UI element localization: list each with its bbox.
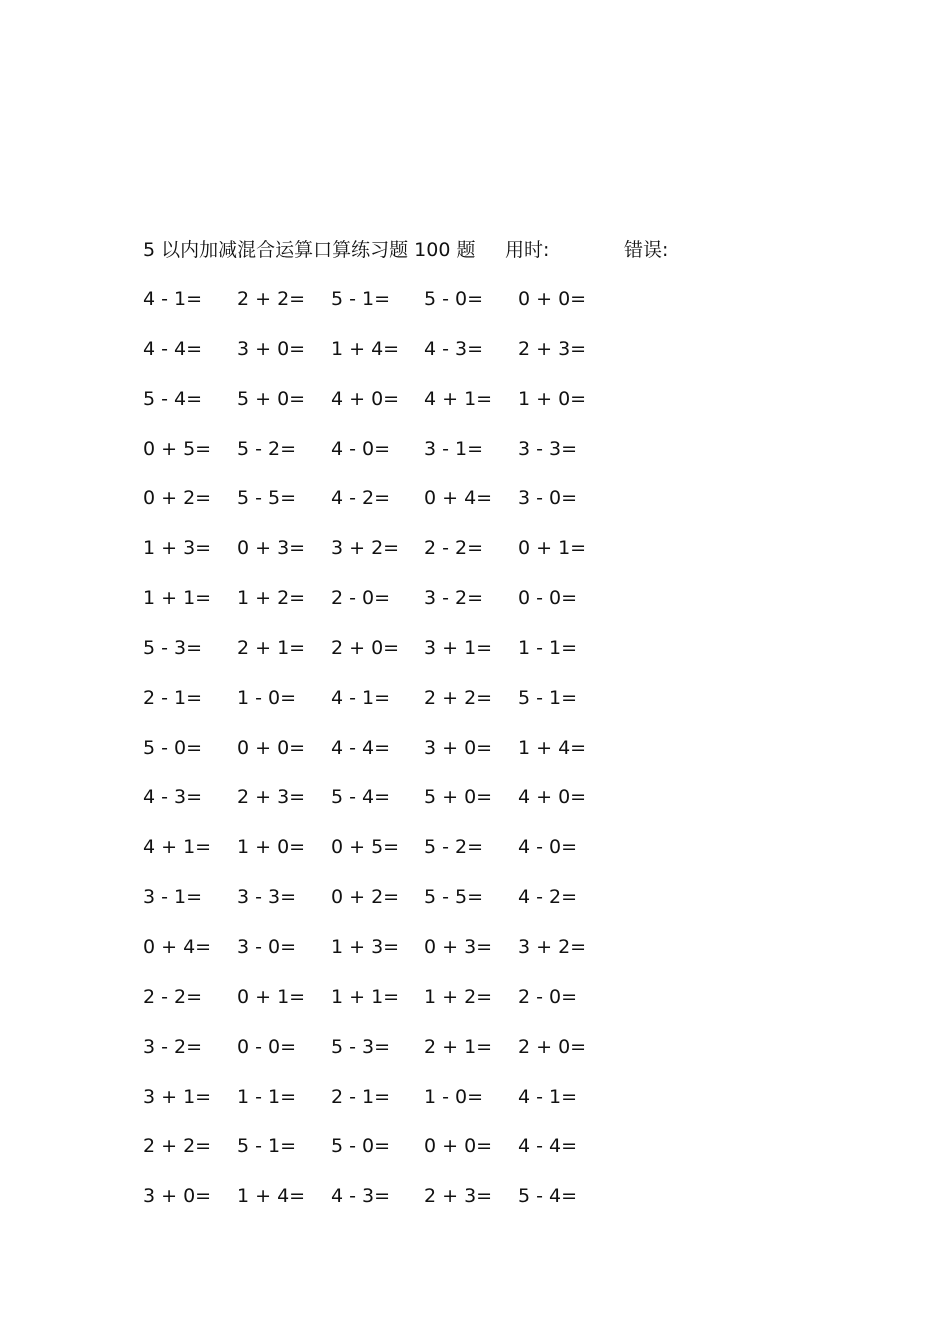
problem-item: 1 + 1= [143, 587, 212, 610]
problem-item: 3 - 3= [237, 886, 297, 909]
problem-item: 3 + 2= [331, 537, 400, 560]
problem-item: 4 - 4= [518, 1135, 578, 1158]
problem-item: 0 + 4= [143, 935, 212, 958]
problem-item: 0 - 0= [518, 587, 578, 610]
problem-item: 0 + 0= [518, 288, 587, 310]
problem-item: 5 - 0= [424, 288, 484, 310]
problem-item: 2 + 0= [331, 636, 400, 659]
problem-item: 2 + 2= [237, 288, 306, 310]
problem-item: 3 - 3= [518, 437, 578, 460]
problem-item: 5 - 2= [424, 836, 484, 859]
problem-item: 5 - 0= [143, 736, 203, 759]
problem-row [143, 1083, 643, 1133]
problem-item: 1 + 3= [331, 935, 400, 958]
problem-item: 4 - 1= [143, 288, 203, 310]
problem-item: 3 + 2= [518, 935, 587, 958]
problem-grid [143, 285, 643, 1232]
worksheet-title: 5 以内加减混合运算口算练习题 100 题 [143, 239, 476, 261]
problem-item: 3 - 0= [237, 935, 297, 958]
problem-item: 2 + 1= [424, 1035, 493, 1058]
problem-item: 2 - 0= [518, 985, 578, 1008]
problem-item: 2 - 0= [331, 587, 391, 610]
problem-item: 2 - 2= [143, 985, 203, 1008]
problem-item: 1 - 0= [237, 686, 297, 709]
problem-row [143, 335, 643, 385]
problem-item: 3 - 1= [424, 437, 484, 460]
problem-item: 0 + 1= [518, 537, 587, 560]
problem-item: 4 + 0= [518, 786, 587, 809]
problem-item: 5 - 1= [518, 686, 578, 709]
problem-item: 3 + 0= [424, 736, 493, 759]
problem-item: 5 - 5= [237, 487, 297, 510]
problem-item: 0 + 0= [237, 736, 306, 759]
problem-item: 1 + 0= [237, 836, 306, 859]
problem-row [143, 1182, 643, 1232]
problem-item: 1 - 1= [237, 1085, 297, 1108]
problem-item: 4 - 0= [331, 437, 391, 460]
problem-item: 1 + 0= [518, 387, 587, 410]
error-count-label: 错误: [624, 239, 669, 261]
problem-item: 0 + 1= [237, 985, 306, 1008]
problem-item: 5 - 1= [331, 288, 391, 310]
problem-item: 2 + 2= [143, 1135, 212, 1158]
problem-row [143, 883, 643, 933]
problem-item: 4 + 0= [331, 387, 400, 410]
problem-row [143, 933, 643, 983]
problem-row [143, 734, 643, 784]
problem-item: 1 + 2= [424, 985, 493, 1008]
problem-item: 1 + 4= [237, 1185, 306, 1208]
problem-item: 3 - 1= [143, 886, 203, 909]
problem-item: 5 - 3= [331, 1035, 391, 1058]
problem-row [143, 385, 643, 435]
problem-item: 1 + 1= [331, 985, 400, 1008]
problem-item: 0 + 4= [424, 487, 493, 510]
problem-item: 0 + 3= [237, 537, 306, 560]
problem-item: 2 + 3= [424, 1185, 493, 1208]
time-used-label: 用时: [505, 239, 550, 261]
problem-item: 1 + 3= [143, 537, 212, 560]
problem-row [143, 1132, 643, 1182]
problem-item: 3 - 0= [518, 487, 578, 510]
problem-item: 2 + 0= [518, 1035, 587, 1058]
problem-item: 0 + 5= [331, 836, 400, 859]
problem-item: 4 - 3= [143, 786, 203, 809]
problem-item: 4 - 4= [143, 337, 203, 360]
problem-item: 1 + 2= [237, 587, 306, 610]
problem-item: 4 + 1= [143, 836, 212, 859]
problem-row [143, 435, 643, 485]
problem-row [143, 484, 643, 534]
problem-item: 3 + 1= [424, 636, 493, 659]
problem-item: 4 - 4= [331, 736, 391, 759]
problem-item: 4 - 3= [331, 1185, 391, 1208]
problem-item: 2 + 2= [424, 686, 493, 709]
problem-row [143, 833, 643, 883]
problem-item: 4 - 1= [518, 1085, 578, 1108]
problem-item: 1 + 4= [518, 736, 587, 759]
problem-item: 4 - 3= [424, 337, 484, 360]
problem-item: 4 - 0= [518, 836, 578, 859]
problem-item: 5 - 4= [143, 387, 203, 410]
problem-item: 5 - 4= [518, 1185, 578, 1208]
problem-item: 2 - 1= [143, 686, 203, 709]
problem-row [143, 684, 643, 734]
problem-item: 3 + 0= [143, 1185, 212, 1208]
problem-item: 5 - 1= [237, 1135, 297, 1158]
problem-item: 5 - 3= [143, 636, 203, 659]
problem-item: 2 + 3= [237, 786, 306, 809]
worksheet-header [143, 236, 743, 264]
problem-row [143, 634, 643, 684]
problem-row [143, 285, 643, 335]
problem-item: 5 - 5= [424, 886, 484, 909]
problem-row [143, 1033, 643, 1083]
problem-item: 0 + 2= [331, 886, 400, 909]
problem-item: 4 - 1= [331, 686, 391, 709]
problem-item: 3 + 0= [237, 337, 306, 360]
problem-item: 3 + 1= [143, 1085, 212, 1108]
problem-item: 4 - 2= [331, 487, 391, 510]
problem-item: 3 - 2= [424, 587, 484, 610]
problem-item: 3 - 2= [143, 1035, 203, 1058]
problem-row [143, 983, 643, 1033]
problem-item: 2 - 2= [424, 537, 484, 560]
problem-item: 0 + 5= [143, 437, 212, 460]
problem-item: 5 - 0= [331, 1135, 391, 1158]
problem-item: 2 + 3= [518, 337, 587, 360]
problem-row [143, 584, 643, 634]
problem-item: 5 + 0= [424, 786, 493, 809]
problem-item: 2 + 1= [237, 636, 306, 659]
problem-item: 5 - 2= [237, 437, 297, 460]
problem-item: 4 - 2= [518, 886, 578, 909]
problem-item: 2 - 1= [331, 1085, 391, 1108]
problem-item: 0 + 2= [143, 487, 212, 510]
problem-item: 5 + 0= [237, 387, 306, 410]
problem-item: 1 - 0= [424, 1085, 484, 1108]
problem-item: 0 + 0= [424, 1135, 493, 1158]
problem-item: 0 - 0= [237, 1035, 297, 1058]
problem-item: 1 - 1= [518, 636, 578, 659]
problem-item: 4 + 1= [424, 387, 493, 410]
problem-item: 0 + 3= [424, 935, 493, 958]
problem-item: 1 + 4= [331, 337, 400, 360]
problem-item: 5 - 4= [331, 786, 391, 809]
problem-row [143, 534, 643, 584]
problem-row [143, 783, 643, 833]
